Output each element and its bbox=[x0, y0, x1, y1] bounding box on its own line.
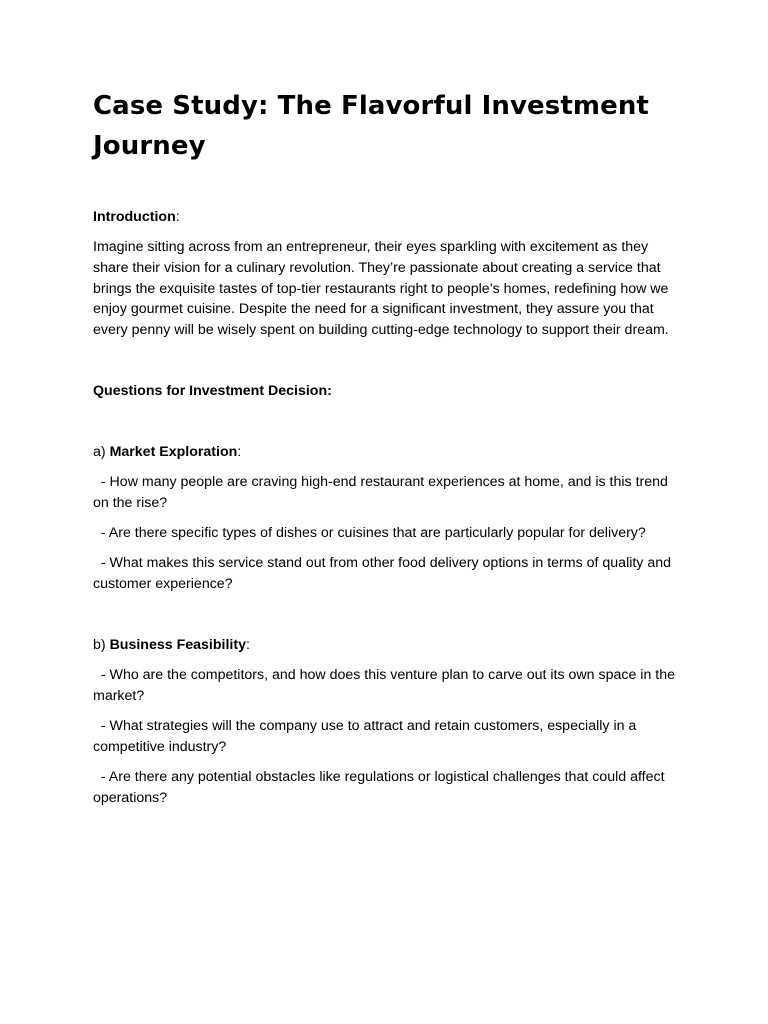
question-item bbox=[93, 716, 683, 758]
introduction-label bbox=[93, 207, 683, 228]
introduction-paragraph: Imagine sitting across from an entrepreneur, their eyes sparkling with excitement as they share their vision for a culinary revolution. They’re passionate about creating a service that brings the exquisite tastes of top-tier restaurants right to people’s homes, redefining how we enjoy gourmet cuisine. Despite the need for a significant investment, they assure you that every penny will be wisely spent on building cutting-edge technology to support their dream. bbox=[93, 239, 669, 339]
introduction-label-text: Introduction bbox=[93, 209, 176, 225]
question-item bbox=[93, 523, 683, 544]
question-text: - What makes this service stand out from other food delivery options in terms of quality and customer experience? bbox=[93, 555, 672, 593]
question-item bbox=[93, 665, 683, 707]
question-text: - Are there any potential obstacles like regulations or logistical challenges that could affect operations? bbox=[93, 769, 665, 806]
section-a-colon: : bbox=[237, 443, 242, 460]
question-text: - Are there specific types of dishes or cuisines that are particularly popular for delivery? bbox=[100, 525, 646, 542]
document-page bbox=[93, 86, 683, 809]
section-b-label bbox=[93, 635, 683, 656]
questions-heading-text: Questions for Investment Decision: bbox=[93, 382, 332, 399]
section-a-title: Market Exploration bbox=[109, 443, 238, 460]
question-text: - Who are the competitors, and how does this venture plan to carve out its own space in the market? bbox=[93, 666, 676, 704]
section-a-prefix: a) bbox=[93, 443, 110, 460]
section-b-colon: : bbox=[245, 636, 250, 653]
question-item bbox=[93, 553, 683, 595]
question-item bbox=[93, 472, 683, 514]
question-item bbox=[93, 767, 683, 809]
document-title: Case Study: The Flavorful Investment Journey bbox=[93, 91, 649, 161]
section-a-label bbox=[93, 442, 683, 463]
questions-heading bbox=[93, 381, 683, 402]
section-b-title: Business Feasibility bbox=[109, 636, 246, 653]
section-b-prefix: b) bbox=[93, 636, 110, 653]
question-text: - How many people are craving high-end restaurant experiences at home, and is this trend on the rise? bbox=[93, 473, 668, 511]
introduction-label-colon: : bbox=[175, 209, 180, 225]
question-text: - What strategies will the company use to attract and retain customers, especially in a competitive industry? bbox=[93, 718, 637, 755]
